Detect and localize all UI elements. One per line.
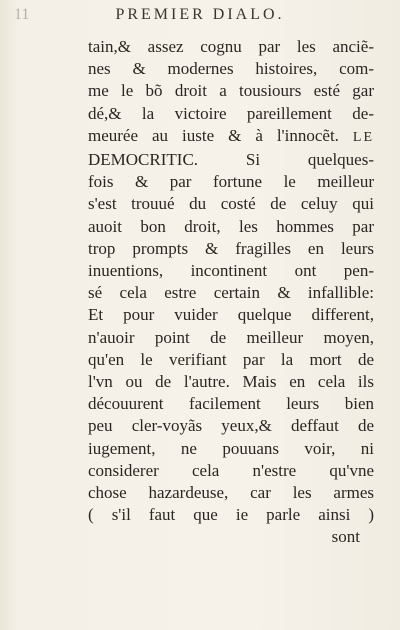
running-head: PREMIER DIALO. <box>115 6 285 23</box>
text-line: me le bõ droit a tousiours esté gar <box>88 81 374 101</box>
text-line: iugement, ne pouuans voir, ni <box>88 438 374 458</box>
text-line: nes & modernes histoires, com- <box>88 59 374 79</box>
text-line: DEMOCRITIC. Si quelques- <box>88 150 374 170</box>
text-line: sé cela estre certain & infallible: <box>88 283 374 303</box>
text-line: peu cler-voyãs yeux,& deffaut de <box>88 416 374 436</box>
page-number: 11 <box>14 6 30 23</box>
text-line: fois & par fortune le meilleur <box>88 172 374 192</box>
text-line: s'est trouué du costé de celuy qui <box>88 194 374 214</box>
page-body-text <box>88 36 374 549</box>
text-line: trop prompts & fragilles en leurs <box>88 238 374 258</box>
speaker-tag: LE <box>352 129 375 145</box>
text-line: découurent facilement leurs bien <box>88 394 374 414</box>
text-line: auoit bon droit, les hommes par <box>88 216 374 236</box>
text-line: tain,& assez cognu par les anciẽ- <box>88 37 374 56</box>
text-line: considerer cela n'estre qu'vne <box>88 460 374 480</box>
text-line: chose hazardeuse, car les armes <box>88 483 374 503</box>
text-line: Et pour vuider quelque different, <box>88 305 374 325</box>
text-line: qu'en le verifiant par la mort de <box>88 349 374 369</box>
catchword: sont <box>331 527 360 547</box>
text-line: dé,& la victoire pareillement de- <box>88 103 374 123</box>
text-line: l'vn ou de l'autre. Mais en cela ils <box>88 372 374 392</box>
text-line: n'auoir point de meilleur moyen, <box>88 327 374 347</box>
text-line: ( s'il faut que ie parle ainsi ) <box>88 505 374 525</box>
text-line <box>88 125 374 149</box>
text-line: inuentions, incontinent ont pen- <box>88 261 374 281</box>
text-line-segment: meurée au iuste & à l'innocẽt. <box>88 125 339 145</box>
